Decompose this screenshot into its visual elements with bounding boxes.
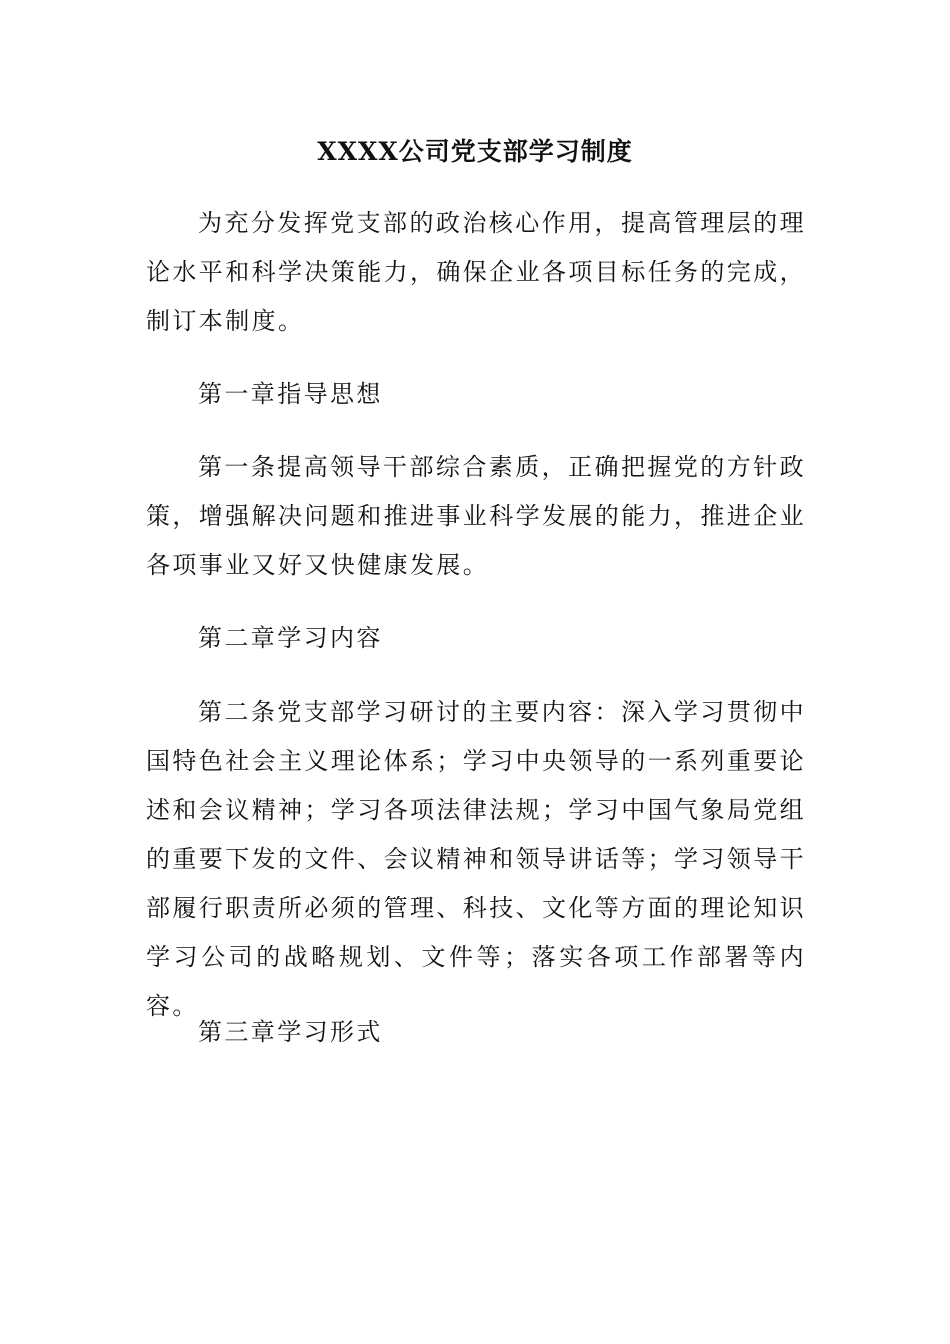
intro-paragraph: 为充分发挥党支部的政治核心作用，提高管理层的理论水平和科学决策能力，确保企业各项目标任务的完成，制订本制度。 (146, 209, 806, 335)
document-title: XXXX公司党支部学习制度 (317, 137, 633, 166)
article-1-paragraph: 第一条提高领导干部综合素质，正确把握党的方针政策，增强解决问题和推进事业科学发展的能力，推进企业各项事业又好又快健康发展。 (146, 453, 806, 579)
chapter-1-heading: 第一章指导思想 (198, 380, 383, 408)
article-2-paragraph: 第二条党支部学习研讨的主要内容：深入学习贯彻中国特色社会主义理论体系；学习中央领导的一系列重要论述和会议精神；学习各项法律法规；学习中国气象局党组的重要下发的文件、会议精神和领导讲话等；学习领导干部履行职责所必须的管理、科技、文化等方面的理论知识学习公司的战略规划、文件等；落实各项工作部署等内容。 (146, 698, 806, 1020)
chapter-2-heading: 第二章学习内容 (198, 624, 383, 652)
chapter-3-heading: 第三章学习形式 (198, 1018, 383, 1046)
